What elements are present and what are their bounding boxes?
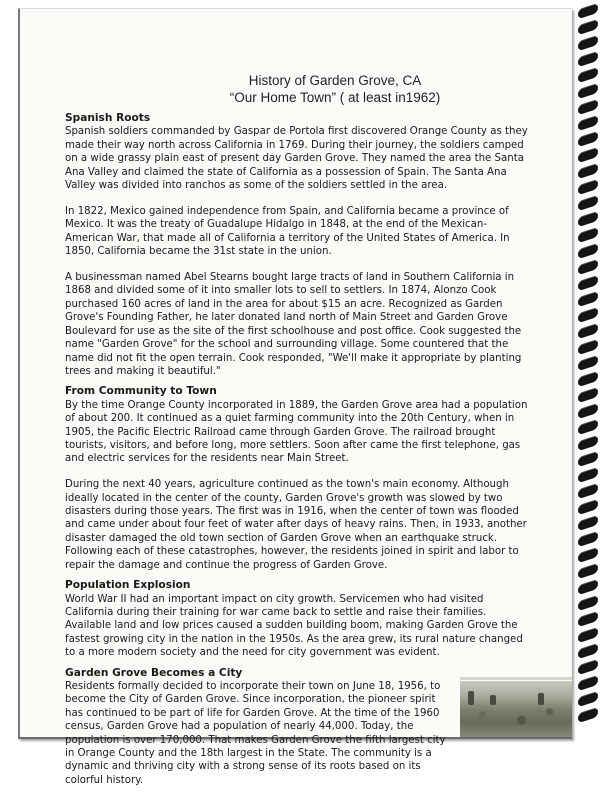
binding-ring: [578, 163, 598, 179]
section-heading: Population Explosion: [65, 579, 191, 592]
photo-border: [460, 677, 572, 680]
binding-ring: [578, 51, 598, 67]
binding-ring: [578, 339, 598, 355]
binding-ring: [578, 435, 598, 451]
paragraph: Spanish soldiers commanded by Gaspar de Portola first discovered Orange County as they made their way north across California in 1769. During their journey, the soldiers camped on a wide grassy plain east of present day Garden Grove. They named the area the Santa Ana Valley and claimed the state of California as a possession of Spain. The Santa Ana Valley was divided into ranchos as some of the soldiers settled in the area.: [65, 126, 528, 192]
binding-ring: [578, 19, 598, 35]
paragraph: World War II had an important impact on city growth. Servicemen who had visited California during their training for war came back to settle and raise their families. Available land and low prices caused a sudden building boom, making Garden Grove the fastest growing city in the nation in the 1950s. As the area grew, its rural nature changed to a more modern society and the need for city government was evident.: [65, 593, 523, 659]
binding-ring: [578, 595, 598, 611]
section-heading: From Community to Town: [65, 385, 217, 398]
paragraph: Residents formally decided to incorporate their town on June 18, 1956, to become the City of Garden Grove. Since incorporation, the pioneer spirit has continued to be part of life for Garden Grove. At the time of the 1960 census, Garden Grove had a population of nearly 44,000. Today, the population is over 170,000. That makes Garden Grove the fifth largest city in Orange County and the 18th largest in the State. The community is a dynamic and thriving city with a strong sense of its roots based on its colorful history.: [65, 680, 446, 786]
binding-ring: [578, 259, 598, 275]
document-title: History of Garden Grove, CA: [248, 73, 422, 88]
spiral-binding: [576, 6, 598, 736]
paragraph: During the next 40 years, agriculture continued as the town's main economy. Although ideally located in the center of the county, Garden Grove's growth was slowed by two disasters during those years. The first was in 1916, when the center of town was flooded and came under about four feet of water after days of heavy rains. Then, in 1933, another disaster damaged the old town section of Garden Grove when an earthquake struck. Following each of these catastrophes, however, the residents joined in spirit and labor to repair the damage and continue the progress of Garden Grove.: [65, 479, 527, 571]
paragraph: A businessman named Abel Stearns bought large tracts of land in Southern California in 1868 and divided some of it into smaller lots to sell to settlers. In 1874, Alonzo Cook purchased 160 acres of land in the area for about $15 an acre. Recognized as Garden Grove's Founding Father, he later donated land north of Main Street and Garden Grove Boulevard for use as the site of the first schoolhouse and post office. Cook suggested the name "Garden Grove" for the school and surrounding village. Some countered that the name did not fit the open terrain. Cook responded, "We'll make it appropriate by planting trees and making it beautiful.": [65, 272, 522, 377]
tree-shape: [490, 695, 496, 705]
section-heading: Garden Grove Becomes a City: [65, 666, 243, 679]
binding-ring: [578, 675, 598, 691]
binding-ring: [578, 99, 598, 115]
binding-ring: [578, 195, 598, 211]
binding-ring: [578, 211, 598, 227]
document-page: [18, 8, 572, 786]
binding-ring: [578, 291, 598, 307]
binding-ring: [578, 611, 598, 627]
binding-ring: [578, 275, 598, 291]
binding-ring: [578, 691, 598, 707]
binding-ring: [578, 355, 598, 371]
binding-ring: [578, 67, 598, 83]
binding-ring: [578, 35, 598, 51]
tree-shape: [468, 691, 474, 705]
binding-ring: [578, 627, 598, 643]
field-photo: [460, 681, 572, 737]
binding-ring: [578, 147, 598, 163]
binding-ring: [578, 515, 598, 531]
section-heading: Spanish Roots: [65, 112, 151, 124]
binding-ring: [578, 179, 598, 195]
binding-ring: [578, 467, 598, 483]
binding-ring: [578, 131, 598, 147]
binding-ring: [578, 243, 598, 259]
binding-ring: [578, 451, 598, 467]
binding-ring: [578, 387, 598, 403]
binding-ring: [578, 3, 598, 19]
binding-ring: [578, 707, 598, 723]
binding-ring: [578, 563, 598, 579]
tree-shape: [538, 693, 544, 705]
binding-ring: [578, 227, 598, 243]
binding-ring: [578, 643, 598, 659]
binding-ring: [578, 83, 598, 99]
paragraph: In 1822, Mexico gained independence from Spain, and California became a province of Mexico. It was the treaty of Guadalupe Hidalgo in 1848, at the end of the Mexican-American War, that made all of California a territory of the United States of America. In 1850, California became the 31st state in the union.: [65, 205, 510, 258]
binding-ring: [578, 307, 598, 323]
document-subtitle: “Our Home Town” ( at least in1962): [229, 90, 441, 105]
binding-ring: [578, 547, 598, 563]
binding-ring: [578, 579, 598, 595]
paragraph: By the time Orange County incorporated in 1889, the Garden Grove area had a population of about 200. It continued as a quiet farming community into the 20th Century, when in 1905, the Pacific Electric Railroad came through Garden Grove. The railroad brought tourists, visitors, and before long, more settlers. Soon after came the first telephone, gas and electric services for the residents near Main Street.: [65, 399, 528, 465]
binding-ring: [578, 115, 598, 131]
binding-ring: [578, 371, 598, 387]
binding-ring: [578, 499, 598, 515]
binding-ring: [578, 531, 598, 547]
binding-ring: [578, 419, 598, 435]
binding-ring: [578, 403, 598, 419]
binding-ring: [578, 323, 598, 339]
binding-ring: [578, 483, 598, 499]
binding-ring: [578, 659, 598, 675]
